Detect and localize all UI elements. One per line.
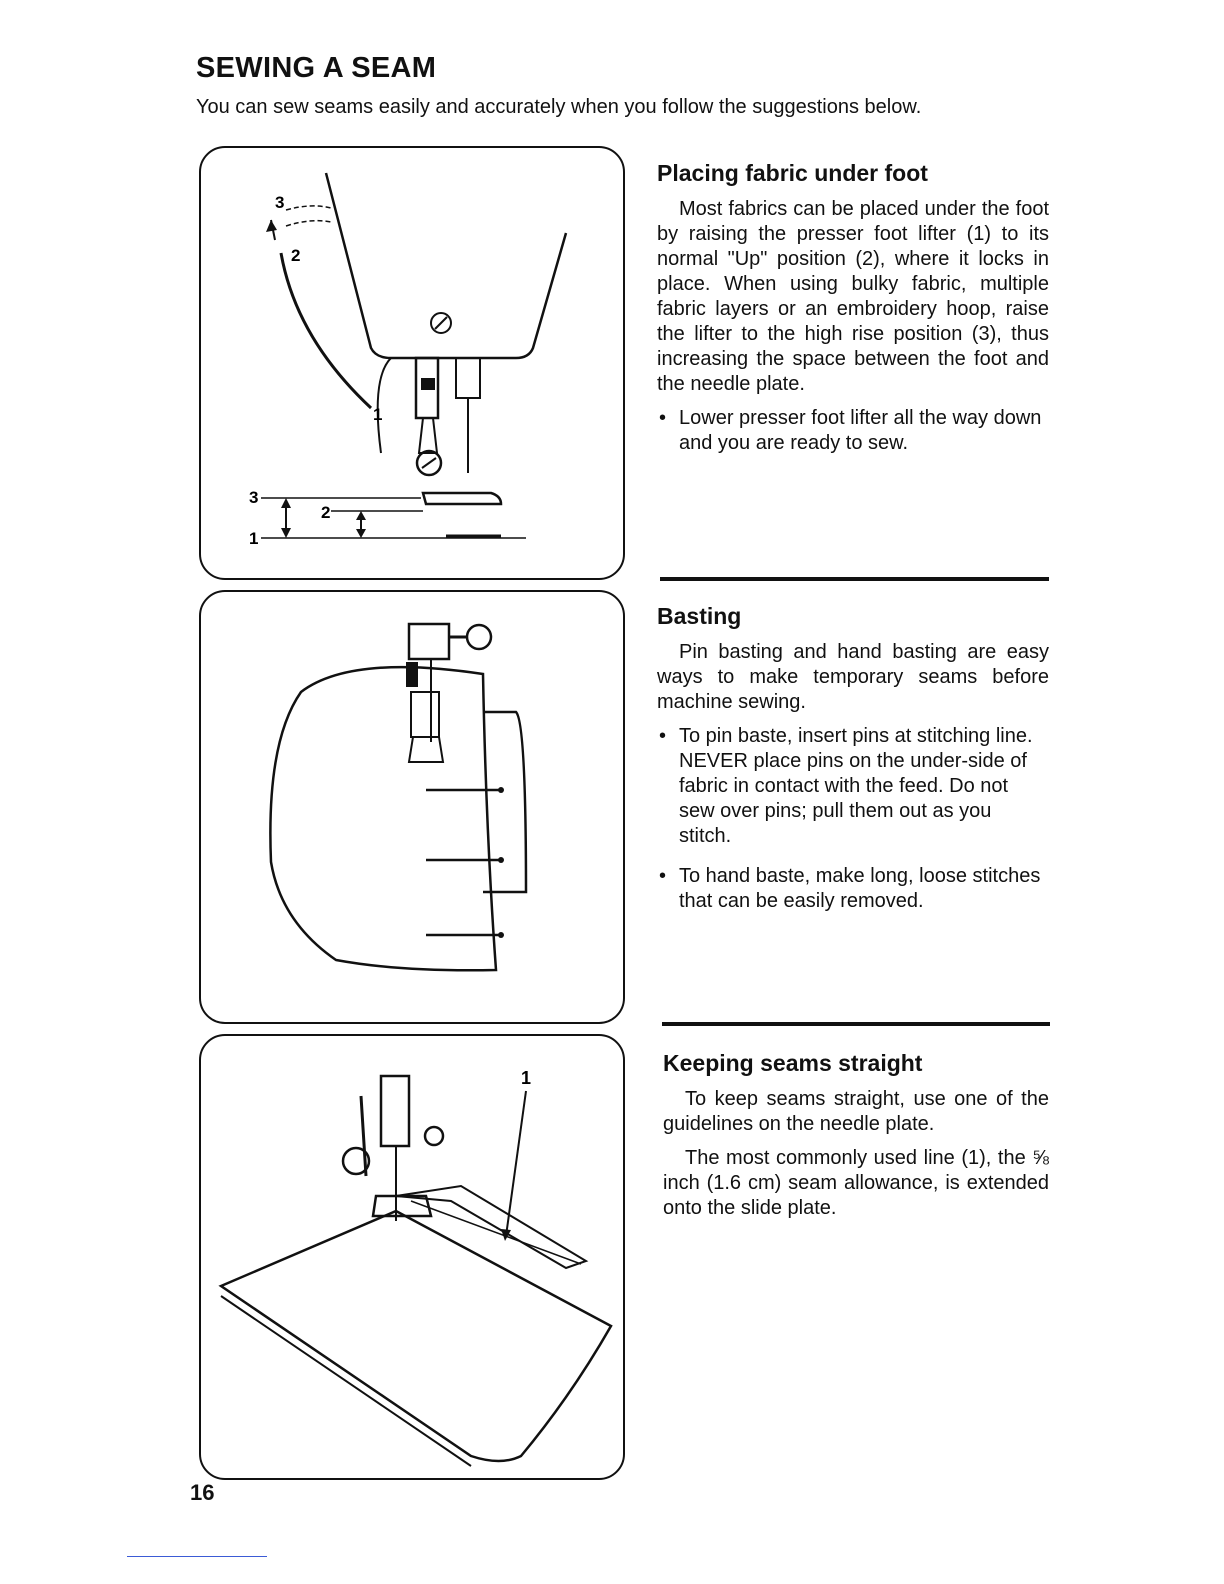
label-2-side: 2 <box>321 503 331 522</box>
list-item: • To hand baste, make long, loose stitches that can be easily removed. <box>659 865 1041 912</box>
section-paragraph: The most commonly used line (1), the ⅝ inch (1.6 cm) seam allowance, is extended onto the slide plate. <box>663 1147 1049 1219</box>
bullet-icon: • <box>659 725 667 747</box>
label-1-lever: 1 <box>373 405 383 424</box>
bullet-icon: • <box>659 407 667 429</box>
page-title: SEWING A SEAM <box>196 52 437 84</box>
section-paragraph: Pin basting and hand basting are easy ways to make temporary seams before machine sewing. <box>657 641 1049 713</box>
bullet-list <box>657 406 1049 456</box>
page-intro: You can sew seams easily and accurately when you follow the suggestions below. <box>196 96 922 118</box>
presser-foot-illustration <box>201 148 623 578</box>
presser-foot <box>423 493 501 504</box>
lifter-lever <box>281 253 371 408</box>
figure-pin-basting <box>199 590 625 1024</box>
footer-line <box>127 1556 267 1557</box>
figure-presser-foot-lifter <box>199 146 625 580</box>
guideline-pointer <box>506 1091 526 1236</box>
seam-guideline-illustration <box>201 1036 623 1478</box>
list-item: • To pin baste, insert pins at stitching line. NEVER place pins on the under-side of fabric in contact with the feed. Do not sew over pins; pull them out as you stitch. <box>659 725 1033 847</box>
label-1-side: 1 <box>249 529 259 548</box>
section-paragraph: Most fabrics can be placed under the foot by raising the presser foot lifter (1) to its normal "Up" position (2), where it locks in place. When using bulky fabric, multiple fabric layers or an embroidery hoop, raise the lifter to the high rise position (3), thus increasing the space between the foot and the needle plate. <box>657 198 1049 395</box>
section-paragraph: To keep seams straight, use one of the guidelines on the needle plate. <box>663 1088 1049 1135</box>
section-divider <box>662 1022 1050 1026</box>
page-number: 16 <box>190 1480 215 1505</box>
pin-basting-illustration <box>201 592 623 1022</box>
list-item: • Lower presser foot lifter all the way down and you are ready to sew. <box>659 407 1042 454</box>
bullet-list <box>657 724 1049 914</box>
arrow-up-icon <box>266 220 277 232</box>
section-divider <box>660 577 1049 581</box>
machine-head-outline <box>326 173 566 358</box>
section-basting <box>657 603 1049 929</box>
section-heading: Keeping seams straight <box>663 1050 923 1076</box>
label-3-top: 3 <box>275 193 285 212</box>
figure-seam-guideline <box>199 1034 625 1480</box>
label-3-side: 3 <box>249 488 259 507</box>
label-1: 1 <box>521 1068 532 1088</box>
section-placing-fabric <box>657 160 1049 471</box>
section-keeping-seams-straight <box>663 1050 1049 1230</box>
bullet-icon: • <box>659 865 667 887</box>
section-heading: Basting <box>657 603 742 629</box>
label-2-top: 2 <box>291 246 301 265</box>
section-heading: Placing fabric under foot <box>657 160 928 186</box>
fabric <box>270 667 496 970</box>
